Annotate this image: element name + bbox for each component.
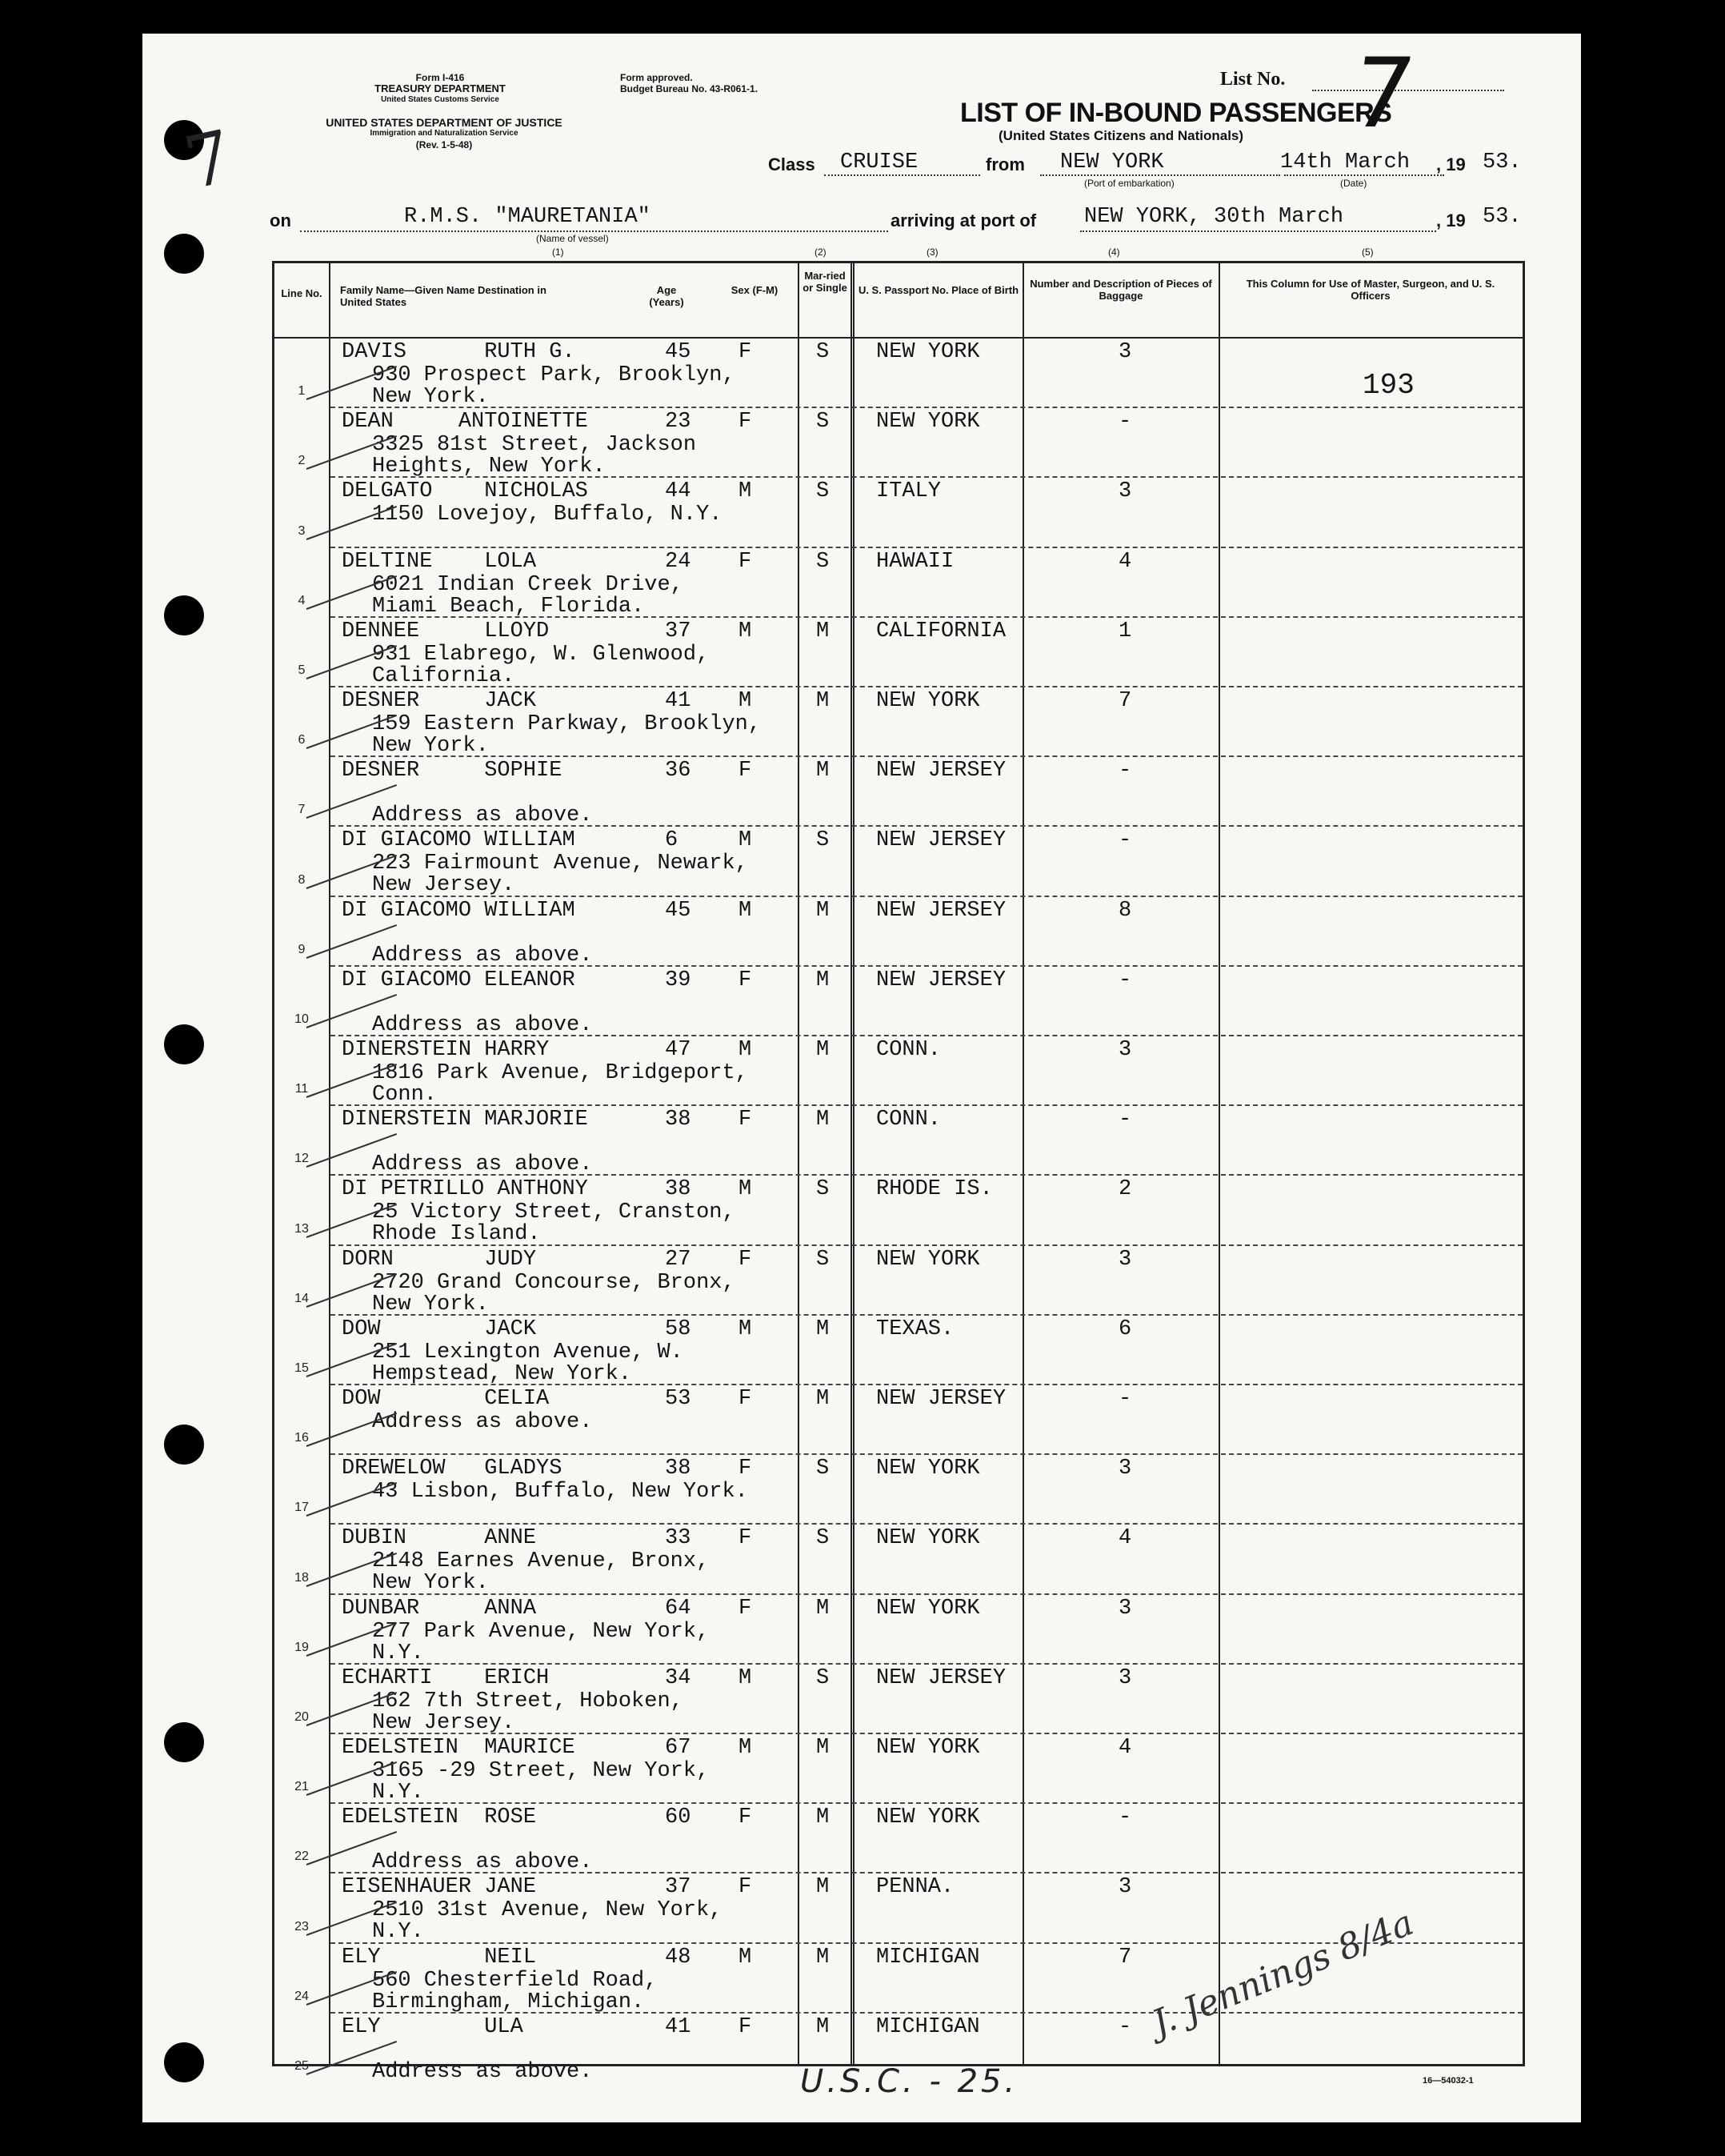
passenger-sex: F bbox=[738, 340, 752, 364]
passenger-sex: M bbox=[738, 1945, 752, 1970]
address-line-1: Address as above. bbox=[372, 1410, 593, 1434]
birth-place: NEW YORK bbox=[876, 1247, 980, 1272]
header-officers: This Column for Use of Master, Surgeon, and U. S. Officers bbox=[1246, 278, 1495, 302]
passenger-name: DAVIS RUTH G. bbox=[342, 340, 575, 364]
address-line-2: Address as above. bbox=[372, 1152, 593, 1177]
passenger-age: 53 bbox=[665, 1387, 691, 1411]
birth-place: RHODE IS. bbox=[876, 1177, 993, 1202]
on-label: on bbox=[270, 210, 291, 230]
baggage-count: 8 bbox=[1119, 898, 1132, 923]
passenger-age: 37 bbox=[665, 619, 691, 643]
passenger-sex: M bbox=[738, 1177, 752, 1202]
baggage-count: 7 bbox=[1119, 1945, 1132, 1970]
baggage-count: 3 bbox=[1119, 1875, 1132, 1900]
passenger-sex: F bbox=[738, 759, 752, 783]
address-line-2: Address as above. bbox=[372, 943, 593, 968]
passenger-sex: F bbox=[738, 1108, 752, 1132]
line-number: 23 bbox=[294, 1919, 309, 1934]
year-value-1: 53. bbox=[1483, 150, 1522, 174]
marital-status: S bbox=[816, 1457, 830, 1481]
passenger-age: 45 bbox=[665, 340, 691, 364]
passenger-age: 33 bbox=[665, 1526, 691, 1551]
line-number: 11 bbox=[294, 1082, 309, 1096]
marital-status: M bbox=[816, 898, 830, 923]
address-line-1: 1150 Lovejoy, Buffalo, N.Y. bbox=[372, 503, 722, 527]
table-row bbox=[274, 1246, 1523, 1316]
table-row bbox=[274, 1106, 1523, 1176]
arriving-label: arriving at port of bbox=[891, 210, 1037, 230]
passenger-sex: M bbox=[738, 1316, 752, 1341]
vessel-caption: (Name of vessel) bbox=[536, 233, 609, 244]
marital-status: S bbox=[816, 1526, 830, 1551]
passenger-age: 23 bbox=[665, 410, 691, 435]
passenger-age: 6 bbox=[665, 828, 678, 853]
passenger-age: 47 bbox=[665, 1038, 691, 1062]
table-row bbox=[274, 1525, 1523, 1594]
address-line-2: Heights, New York. bbox=[372, 455, 606, 479]
birth-place: NEW YORK bbox=[876, 1805, 980, 1830]
passenger-sex: M bbox=[738, 1736, 752, 1760]
baggage-count: 2 bbox=[1119, 1177, 1132, 1202]
revision-date: (Rev. 1-5-48) bbox=[415, 139, 473, 150]
marital-status: M bbox=[816, 1805, 830, 1830]
table-row bbox=[274, 408, 1523, 478]
birth-place: NEW YORK bbox=[876, 340, 980, 364]
line-number: 1 bbox=[298, 384, 306, 399]
address-line-1: 25 Victory Street, Cranston, bbox=[372, 1200, 735, 1225]
baggage-count: - bbox=[1119, 968, 1132, 992]
table-row bbox=[274, 1595, 1523, 1665]
bottom-note: U.S.C. - 25. bbox=[800, 2063, 1019, 2100]
line-number: 21 bbox=[294, 1780, 309, 1794]
passenger-sex: F bbox=[738, 1596, 752, 1621]
passenger-name: ELY NEIL bbox=[342, 1945, 537, 1970]
table-row bbox=[274, 548, 1523, 618]
birth-place: NEW JERSEY bbox=[876, 1665, 1007, 1690]
passenger-name: DELGATO NICHOLAS bbox=[342, 479, 588, 504]
date-line bbox=[1284, 174, 1444, 176]
officer-signature: J. Jennings 8/4a bbox=[1147, 1902, 1419, 2045]
list-no-value: 7 bbox=[1344, 38, 1422, 150]
line-number: 22 bbox=[294, 1849, 309, 1864]
address-line-2: New York. bbox=[372, 734, 489, 758]
address-line-1: 2720 Grand Concourse, Bronx, bbox=[372, 1270, 735, 1295]
baggage-count: - bbox=[1119, 2014, 1132, 2039]
line-number: 9 bbox=[298, 942, 306, 956]
line-number: 14 bbox=[294, 1291, 309, 1305]
header-name: Family Name—Given Name Destination in United States bbox=[340, 284, 546, 308]
passenger-sex: F bbox=[738, 1875, 752, 1900]
header-baggage: Number and Description of Pieces of Baggage bbox=[1030, 278, 1212, 302]
address-line-2: New Jersey. bbox=[372, 873, 515, 898]
arrival-line bbox=[1080, 230, 1436, 232]
marital-status: S bbox=[816, 479, 830, 504]
passenger-sex: F bbox=[738, 549, 752, 574]
header-married: Mar-ried or Single bbox=[802, 270, 847, 294]
table-row bbox=[274, 1734, 1523, 1804]
passenger-sex: M bbox=[738, 619, 752, 643]
address-line-1: 6021 Indian Creek Drive, bbox=[372, 572, 683, 597]
passenger-age: 38 bbox=[665, 1108, 691, 1132]
passenger-age: 60 bbox=[665, 1805, 691, 1830]
marital-status: M bbox=[816, 1875, 830, 1900]
form-code: 16—54032-1 bbox=[1423, 2076, 1474, 2086]
baggage-count: 3 bbox=[1119, 1457, 1132, 1481]
officer-note: 193 bbox=[1363, 369, 1415, 402]
address-line-2: New York. bbox=[372, 1292, 489, 1316]
marital-status: M bbox=[816, 619, 830, 643]
passenger-name: DESNER JACK bbox=[342, 689, 537, 713]
year-prefix-2: , 19 bbox=[1436, 210, 1466, 230]
baggage-count: 3 bbox=[1119, 340, 1132, 364]
baggage-count: 4 bbox=[1119, 1736, 1132, 1760]
birth-place: NEW JERSEY bbox=[876, 1387, 1007, 1411]
passenger-name: EDELSTEIN ROSE bbox=[342, 1805, 537, 1830]
marital-status: M bbox=[816, 1945, 830, 1970]
date-caption: (Date) bbox=[1340, 178, 1367, 189]
table-row bbox=[274, 618, 1523, 687]
form-approved: Form approved. bbox=[620, 72, 693, 83]
header-passport: U. S. Passport No. Place of Birth bbox=[858, 284, 1019, 296]
line-number: 24 bbox=[294, 1989, 309, 2003]
marital-status: M bbox=[816, 759, 830, 783]
line-number: 3 bbox=[298, 523, 306, 538]
birth-place: NEW YORK bbox=[876, 1736, 980, 1760]
line-number: 13 bbox=[294, 1221, 309, 1236]
immigration-service: Immigration and Naturalization Service bbox=[370, 129, 518, 138]
baggage-count: 6 bbox=[1119, 1316, 1132, 1341]
baggage-count: 3 bbox=[1119, 1038, 1132, 1062]
baggage-count: 3 bbox=[1119, 1247, 1132, 1272]
class-label: Class bbox=[768, 154, 815, 174]
passenger-age: 24 bbox=[665, 549, 691, 574]
list-no-label: List No. bbox=[1220, 69, 1286, 90]
baggage-count: - bbox=[1119, 759, 1132, 783]
marital-status: M bbox=[816, 2014, 830, 2039]
marital-status: M bbox=[816, 968, 830, 992]
address-line-1: 2510 31st Avenue, New York, bbox=[372, 1898, 722, 1923]
address-line-2: Address as above. bbox=[372, 1850, 593, 1875]
passenger-name: ECHARTI ERICH bbox=[342, 1665, 550, 1690]
passenger-name: DINERSTEIN MARJORIE bbox=[342, 1108, 588, 1132]
birth-place: NEW JERSEY bbox=[876, 828, 1007, 853]
address-line-2: N.Y. bbox=[372, 1641, 424, 1665]
address-line-2: New York. bbox=[372, 385, 489, 409]
passenger-age: 58 bbox=[665, 1316, 691, 1341]
line-number: 6 bbox=[298, 733, 306, 747]
address-line-1: 162 7th Street, Hoboken, bbox=[372, 1689, 683, 1713]
col-num-2: (2) bbox=[814, 246, 826, 258]
marital-status: S bbox=[816, 1247, 830, 1272]
passenger-age: 37 bbox=[665, 1875, 691, 1900]
address-line-1: 1816 Park Avenue, Bridgeport, bbox=[372, 1061, 748, 1085]
passenger-sex: F bbox=[738, 968, 752, 992]
address-line-1: 223 Fairmount Avenue, Newark, bbox=[372, 852, 748, 876]
address-line-1: 3165 -29 Street, New York, bbox=[372, 1759, 710, 1783]
marital-status: M bbox=[816, 1387, 830, 1411]
table-row bbox=[274, 757, 1523, 827]
birth-place: NEW JERSEY bbox=[876, 968, 1007, 992]
vessel-line bbox=[300, 230, 888, 232]
passenger-name: EISENHAUER JANE bbox=[342, 1875, 537, 1900]
address-line-2: N.Y. bbox=[372, 1920, 424, 1945]
vessel-name: R.M.S. "MAURETANIA" bbox=[404, 205, 650, 229]
baggage-count: - bbox=[1119, 828, 1132, 853]
table-row bbox=[274, 827, 1523, 896]
table-row bbox=[274, 687, 1523, 757]
passenger-sex: M bbox=[738, 689, 752, 713]
marital-status: M bbox=[816, 1736, 830, 1760]
customs-service: United States Customs Service bbox=[381, 95, 499, 104]
passenger-sex: M bbox=[738, 898, 752, 923]
passenger-name: DOW JACK bbox=[342, 1316, 537, 1341]
birth-place: NEW YORK bbox=[876, 410, 980, 435]
passenger-sex: F bbox=[738, 1526, 752, 1551]
passenger-name: DI GIACOMO WILLIAM bbox=[342, 898, 575, 923]
punch-hole bbox=[164, 1425, 204, 1465]
passenger-sex: M bbox=[738, 1665, 752, 1690]
table-row bbox=[274, 967, 1523, 1036]
address-line-2: N.Y. bbox=[372, 1781, 424, 1805]
passenger-age: 39 bbox=[665, 968, 691, 992]
line-number: 8 bbox=[298, 872, 306, 887]
address-line-1: 159 Eastern Parkway, Brooklyn, bbox=[372, 712, 762, 736]
passenger-sex: F bbox=[738, 2014, 752, 2039]
class-value: CRUISE bbox=[840, 150, 919, 174]
address-line-1: 277 Park Avenue, New York, bbox=[372, 1619, 710, 1644]
birth-place: NEW JERSEY bbox=[876, 898, 1007, 923]
marital-status: M bbox=[816, 1108, 830, 1132]
table-row bbox=[274, 1385, 1523, 1455]
punch-hole bbox=[164, 234, 204, 274]
address-line-2: New York. bbox=[372, 1571, 489, 1596]
birth-place: CALIFORNIA bbox=[876, 619, 1007, 643]
passenger-name: EDELSTEIN MAURICE bbox=[342, 1736, 575, 1760]
marital-status: M bbox=[816, 689, 830, 713]
passenger-sex: F bbox=[738, 1247, 752, 1272]
address-line-1: 43 Lisbon, Buffalo, New York. bbox=[372, 1480, 748, 1505]
passenger-age: 27 bbox=[665, 1247, 691, 1272]
birth-place: CONN. bbox=[876, 1108, 942, 1132]
col-num-1: (1) bbox=[552, 246, 564, 258]
treasury-dept: TREASURY DEPARTMENT bbox=[374, 82, 506, 94]
passenger-age: 44 bbox=[665, 479, 691, 504]
birth-place: MICHIGAN bbox=[876, 1945, 980, 1970]
address-line-2: Conn. bbox=[372, 1083, 438, 1107]
passenger-name: DESNER SOPHIE bbox=[342, 759, 562, 783]
address-line-1: 560 Chesterfield Road, bbox=[372, 1968, 658, 1993]
manifest-title: LIST OF IN-BOUND PASSENGERS bbox=[960, 98, 1392, 128]
address-line-2: Hempstead, New York. bbox=[372, 1361, 632, 1386]
birth-place: HAWAII bbox=[876, 549, 955, 574]
table-row bbox=[274, 897, 1523, 967]
table-row bbox=[274, 1176, 1523, 1245]
line-number: 2 bbox=[298, 454, 306, 468]
table-row bbox=[274, 1455, 1523, 1525]
line-number: 10 bbox=[294, 1012, 309, 1026]
birth-place: NEW YORK bbox=[876, 1457, 980, 1481]
passenger-name: DI GIACOMO WILLIAM bbox=[342, 828, 575, 853]
table-row bbox=[274, 339, 1523, 408]
marital-status: S bbox=[816, 828, 830, 853]
manifest-subtitle: (United States Citizens and Nationals) bbox=[999, 128, 1244, 143]
baggage-count: 3 bbox=[1119, 1596, 1132, 1621]
arrival-port-date: NEW YORK, 30th March bbox=[1084, 205, 1344, 229]
birth-place: MICHIGAN bbox=[876, 2014, 980, 2039]
address-line-1: 3325 81st Street, Jackson bbox=[372, 433, 697, 458]
line-number: 17 bbox=[294, 1501, 309, 1515]
address-line-2: Address as above. bbox=[372, 803, 593, 828]
marital-status: S bbox=[816, 549, 830, 574]
table-row bbox=[274, 478, 1523, 547]
address-line-2: Miami Beach, Florida. bbox=[372, 594, 645, 619]
baggage-count: - bbox=[1119, 1387, 1132, 1411]
line-number: 19 bbox=[294, 1640, 309, 1654]
passenger-age: 36 bbox=[665, 759, 691, 783]
birth-place: NEW YORK bbox=[876, 1596, 980, 1621]
punch-hole bbox=[164, 1024, 204, 1064]
passenger-name: DELTINE LOLA bbox=[342, 549, 537, 574]
table-row bbox=[274, 1804, 1523, 1873]
marital-status: S bbox=[816, 1177, 830, 1202]
punch-hole bbox=[164, 595, 204, 635]
baggage-count: 3 bbox=[1119, 1665, 1132, 1690]
passenger-age: 38 bbox=[665, 1177, 691, 1202]
table-row bbox=[274, 1316, 1523, 1385]
address-line-2: Birmingham, Michigan. bbox=[372, 1990, 645, 2014]
table-row bbox=[274, 1665, 1523, 1734]
address-line-2: Rhode Island. bbox=[372, 1222, 541, 1247]
punch-hole bbox=[164, 1722, 204, 1762]
baggage-count: 4 bbox=[1119, 1526, 1132, 1551]
marital-status: M bbox=[816, 1038, 830, 1062]
passenger-name: DENNEE LLOYD bbox=[342, 619, 550, 643]
passenger-name: DI GIACOMO ELEANOR bbox=[342, 968, 575, 992]
birth-place: NEW JERSEY bbox=[876, 759, 1007, 783]
table-row bbox=[274, 1036, 1523, 1106]
baggage-count: 4 bbox=[1119, 549, 1132, 574]
address-line-2: New Jersey. bbox=[372, 1710, 515, 1735]
address-line-1: 931 Elabrego, W. Glenwood, bbox=[372, 642, 710, 667]
line-number: 15 bbox=[294, 1361, 309, 1375]
col-num-4: (4) bbox=[1108, 246, 1120, 258]
passenger-age: 67 bbox=[665, 1736, 691, 1760]
birth-place: PENNA. bbox=[876, 1875, 955, 1900]
passenger-sex: F bbox=[738, 410, 752, 435]
justice-dept: UNITED STATES DEPARTMENT OF JUSTICE bbox=[326, 116, 562, 129]
passenger-name: DUNBAR ANNA bbox=[342, 1596, 537, 1621]
passenger-name: DOW CELIA bbox=[342, 1387, 550, 1411]
passenger-age: 41 bbox=[665, 689, 691, 713]
baggage-count: - bbox=[1119, 410, 1132, 435]
header-age: Age (Years) bbox=[649, 284, 684, 308]
passenger-age: 64 bbox=[665, 1596, 691, 1621]
baggage-count: 1 bbox=[1119, 619, 1132, 643]
from-label: from bbox=[986, 154, 1025, 174]
col-num-3: (3) bbox=[927, 246, 939, 258]
year-value-2: 53. bbox=[1483, 205, 1522, 229]
class-line bbox=[824, 174, 980, 176]
passenger-sex: M bbox=[738, 828, 752, 853]
form-number: Form I-416 bbox=[415, 72, 465, 83]
address-line-1: 930 Prospect Park, Brooklyn, bbox=[372, 363, 735, 387]
marital-status: M bbox=[816, 1316, 830, 1341]
from-value: NEW YORK bbox=[1060, 150, 1164, 174]
passenger-sex: M bbox=[738, 479, 752, 504]
line-number: 18 bbox=[294, 1570, 309, 1585]
passenger-sex: M bbox=[738, 1038, 752, 1062]
passenger-name: DREWELOW GLADYS bbox=[342, 1457, 562, 1481]
budget-bureau: Budget Bureau No. 43-R061-1. bbox=[620, 83, 758, 94]
baggage-count: - bbox=[1119, 1108, 1132, 1132]
passenger-sex: F bbox=[738, 1805, 752, 1830]
passenger-name: DEAN ANTOINETTE bbox=[342, 410, 588, 435]
marital-status: M bbox=[816, 1596, 830, 1621]
line-number: 4 bbox=[298, 593, 306, 607]
passenger-name: DINERSTEIN HARRY bbox=[342, 1038, 550, 1062]
passenger-name: DORN JUDY bbox=[342, 1247, 537, 1272]
line-number: 7 bbox=[298, 803, 306, 817]
birth-place: CONN. bbox=[876, 1038, 942, 1062]
line-number: 12 bbox=[294, 1152, 309, 1166]
birth-place: NEW YORK bbox=[876, 689, 980, 713]
baggage-count: 3 bbox=[1119, 479, 1132, 504]
line-number: 16 bbox=[294, 1431, 309, 1445]
marital-status: S bbox=[816, 1665, 830, 1690]
col-num-5: (5) bbox=[1362, 246, 1374, 258]
address-line-1: 2148 Earnes Avenue, Bronx, bbox=[372, 1549, 710, 1574]
passenger-age: 45 bbox=[665, 898, 691, 923]
passenger-name: DI PETRILLO ANTHONY bbox=[342, 1177, 588, 1202]
line-number: 5 bbox=[298, 663, 306, 677]
passenger-age: 48 bbox=[665, 1945, 691, 1970]
header-line-no: Line No. bbox=[281, 287, 322, 299]
passenger-age: 38 bbox=[665, 1457, 691, 1481]
punch-hole bbox=[164, 2042, 204, 2082]
baggage-count: 7 bbox=[1119, 689, 1132, 713]
year-prefix-1: , 19 bbox=[1436, 154, 1466, 174]
from-line bbox=[1040, 174, 1280, 176]
passenger-sex: F bbox=[738, 1387, 752, 1411]
line-number: 20 bbox=[294, 1709, 309, 1724]
marital-status: S bbox=[816, 410, 830, 435]
birth-place: TEXAS. bbox=[876, 1316, 955, 1341]
birth-place: ITALY bbox=[876, 479, 942, 504]
birth-place: NEW YORK bbox=[876, 1526, 980, 1551]
address-line-1: 251 Lexington Avenue, W. bbox=[372, 1340, 683, 1365]
passenger-age: 41 bbox=[665, 2014, 691, 2039]
embark-date: 14th March bbox=[1280, 150, 1411, 174]
passenger-age: 34 bbox=[665, 1665, 691, 1690]
address-line-2: Address as above. bbox=[372, 2059, 593, 2084]
header-sex: Sex (F-M) bbox=[730, 284, 778, 296]
address-line-2: Address as above. bbox=[372, 1012, 593, 1037]
address-line-2: California. bbox=[372, 663, 515, 688]
passenger-name: DUBIN ANNE bbox=[342, 1526, 537, 1551]
marital-status: S bbox=[816, 340, 830, 364]
baggage-count: - bbox=[1119, 1805, 1132, 1830]
line-number: 25 bbox=[294, 2058, 309, 2073]
port-caption: (Port of embarkation) bbox=[1084, 178, 1175, 189]
passenger-name: ELY ULA bbox=[342, 2014, 523, 2039]
margin-mark: 7 bbox=[177, 114, 240, 206]
passenger-sex: F bbox=[738, 1457, 752, 1481]
